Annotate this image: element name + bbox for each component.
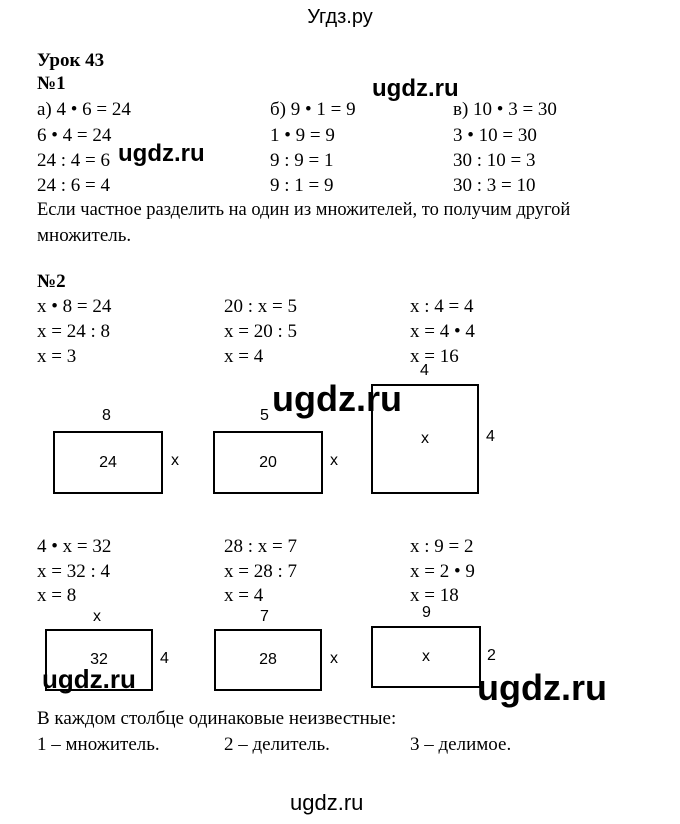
equation-line: x = 28 : 7 — [224, 561, 297, 582]
task1-a-line: 24 : 4 = 6 — [37, 150, 110, 171]
answer-item: 2 – делитель. — [224, 734, 330, 755]
watermark: ugdz.ru — [477, 667, 607, 708]
equation-line: x = 16 — [410, 346, 459, 367]
task1-b-line: 1 • 9 = 9 — [270, 125, 335, 146]
task1-conclusion: Если частное разделить на один из множителей, то получим другой — [37, 200, 571, 220]
task2-title: №2 — [37, 271, 66, 292]
equation-line: 4 • x = 32 — [37, 536, 112, 557]
watermark: ugdz.ru — [42, 664, 136, 694]
equation-line: x = 18 — [410, 585, 459, 606]
equation-line: x = 4 — [224, 346, 264, 367]
task2-summary: В каждом столбце одинаковые неизвестные: — [37, 708, 397, 729]
task1-c-line: 3 • 10 = 30 — [453, 125, 537, 146]
equation-line: x = 8 — [37, 585, 77, 606]
task1-c-line: 30 : 10 = 3 — [453, 150, 536, 171]
task1-b-line: б) 9 • 1 = 9 — [270, 99, 356, 120]
task1-a-line: а) 4 • 6 = 24 — [37, 99, 131, 120]
rect-area-label: 28 — [259, 651, 277, 668]
rectangle-diagram — [214, 629, 322, 691]
watermark: ugdz.ru — [372, 75, 459, 102]
rect-top-label: 5 — [260, 407, 269, 424]
rect-side-label: x — [171, 452, 179, 469]
equation-line: x • 8 = 24 — [37, 296, 112, 317]
rect-area-label: 20 — [259, 453, 277, 471]
watermark: ugdz.ru — [272, 378, 402, 419]
rect-top-label: x — [93, 608, 101, 625]
task1-c-line: 30 : 3 = 10 — [453, 175, 536, 196]
rect-top-label: 8 — [102, 407, 111, 424]
equation-line: 20 : x = 5 — [224, 296, 297, 317]
answer-item: 3 – делимое. — [410, 734, 512, 755]
rect-area-label: 24 — [99, 453, 117, 471]
equation-line: x = 20 : 5 — [224, 321, 297, 342]
answer-item: 1 – множитель. — [37, 734, 160, 755]
rect-top-label: 4 — [420, 362, 429, 379]
rect-side-label: 4 — [160, 650, 169, 667]
lesson-title: Урок 43 — [37, 50, 105, 71]
equation-line: x = 4 — [224, 585, 264, 606]
rect-top-label: 7 — [260, 608, 269, 625]
watermark: ugdz.ru — [290, 790, 364, 815]
task1-a-line: 6 • 4 = 24 — [37, 125, 112, 146]
rectangle-diagram — [371, 626, 481, 688]
equation-line: x : 9 = 2 — [410, 536, 474, 557]
rectangle-diagram — [53, 431, 163, 494]
equation-line: x = 2 • 9 — [410, 561, 475, 582]
rect-side-label: 2 — [487, 647, 496, 664]
task1-a-line: 24 : 6 = 4 — [37, 175, 110, 196]
equation-line: 28 : x = 7 — [224, 536, 297, 557]
rect-side-label: x — [330, 650, 338, 667]
rect-top-label: 9 — [422, 604, 431, 621]
watermark: ugdz.ru — [118, 140, 205, 167]
rect-side-label: 4 — [486, 428, 495, 445]
equation-line: x = 32 : 4 — [37, 561, 110, 582]
task1-b-line: 9 : 9 = 1 — [270, 150, 334, 171]
rect-area-label: x — [421, 430, 429, 447]
site-header: Угдз.ру — [307, 6, 373, 28]
task1-title: №1 — [37, 73, 66, 94]
rect-side-label: x — [330, 452, 338, 469]
equation-line: x = 4 • 4 — [410, 321, 475, 342]
rect-area-label: 32 — [90, 651, 108, 668]
equation-line: x = 24 : 8 — [37, 321, 110, 342]
task1-b-line: 9 : 1 = 9 — [270, 175, 334, 196]
rectangle-diagram — [213, 431, 323, 494]
equation-line: x = 3 — [37, 346, 77, 367]
rect-area-label: x — [422, 648, 430, 665]
task1-c-line: в) 10 • 3 = 30 — [453, 99, 557, 120]
task1-conclusion: множитель. — [37, 225, 132, 246]
equation-line: x : 4 = 4 — [410, 296, 474, 317]
